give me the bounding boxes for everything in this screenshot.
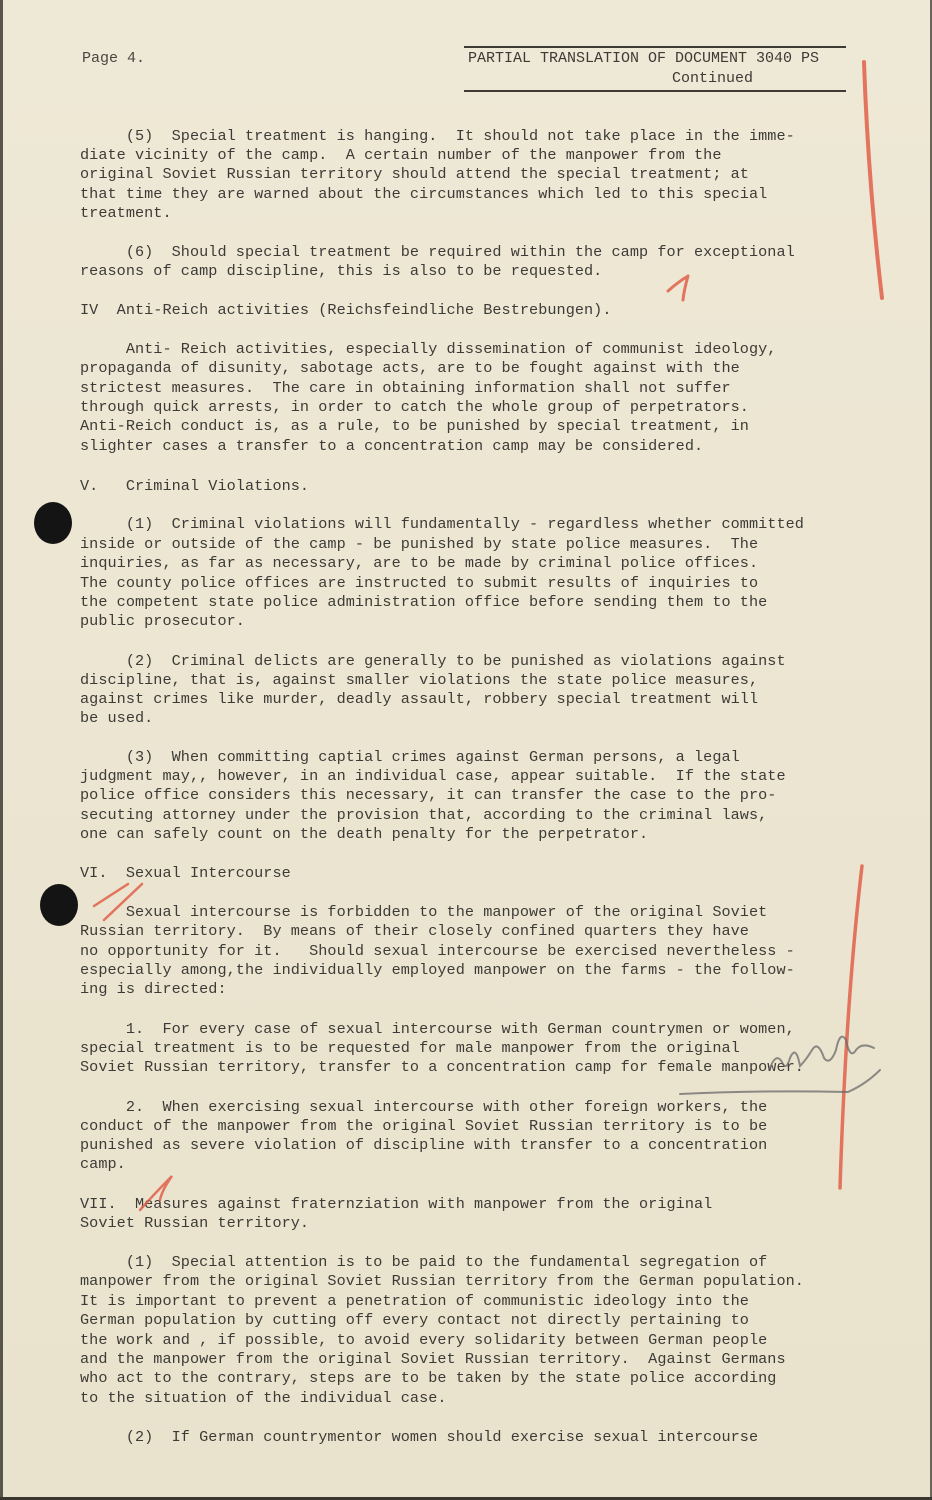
- section-5-p1-line-4: The county police offices are instructed to submit results of inquiries to: [80, 574, 759, 592]
- section-6-item-2-line-2: conduct of the manpower from the original Soviet Russian territory is to be: [80, 1117, 768, 1135]
- section-5-p3-line-1: (3) When committing captial crimes against German persons, a legal: [80, 748, 740, 766]
- section-4-line-3: strictest measures. The care in obtaining information shall not suffer: [80, 379, 731, 397]
- section-5-p3-line-5: one can safely count on the death penalty for the perpetrator.: [80, 825, 649, 843]
- punch-hole-top: [34, 502, 72, 544]
- section-7-p1-line-2: manpower from the original Soviet Russian territory from the German population.: [80, 1272, 804, 1290]
- paragraph-5-line-4: that time they are warned about the circumstances which led to this special: [80, 185, 768, 203]
- section-7-p1-line-3: It is important to prevent a penetration of communistic ideology into the: [80, 1292, 749, 1310]
- section-5-p3-line-3: police office considers this necessary, it can transfer the case to the pro-: [80, 786, 777, 804]
- section-7-p1-line-6: and the manpower from the original Soviet Russian territory. Against Germans: [80, 1350, 786, 1368]
- section-7-p1-line-8: to the situation of the individual case.: [80, 1389, 447, 1407]
- paragraph-5-line-2: diate vicinity of the camp. A certain number of the manpower from the: [80, 146, 722, 164]
- section-5-p2-line-3: against crimes like murder, deadly assault, robbery special treatment will: [80, 690, 759, 708]
- section-7-p2-line-1: (2) If German countrymentor women should exercise sexual intercourse: [80, 1428, 759, 1446]
- section-4-line-5: Anti-Reich conduct is, as a rule, to be punished by special treatment, in: [80, 417, 749, 435]
- section-7-heading-line-1: VII. Measures against fraternziation with manpower from the original: [80, 1195, 713, 1213]
- page-edge-left: [0, 0, 3, 1500]
- section-4-line-1: Anti- Reich activities, especially dissemination of communist ideology,: [80, 340, 777, 358]
- section-4-line-6: slighter cases a transfer to a concentration camp may be considered.: [80, 437, 704, 455]
- section-6-item-1-line-2: special treatment is to be requested for male manpower from the original: [80, 1039, 740, 1057]
- red-margin-line-top: [864, 62, 882, 298]
- section-7-p1-line-5: the work and , if possible, to avoid every solidarity between German people: [80, 1331, 768, 1349]
- section-6-item-2-line-1: 2. When exercising sexual intercourse with other foreign workers, the: [80, 1098, 768, 1116]
- section-6-line-4: especially among,the individually employed manpower on the farms - the follow-: [80, 961, 795, 979]
- section-5-heading: V. Criminal Violations.: [80, 477, 310, 495]
- paragraph-5-line-1: (5) Special treatment is hanging. It should not take place in the imme-: [80, 127, 795, 145]
- red-margin-line-bottom: [840, 866, 862, 1188]
- section-6-line-1: Sexual intercourse is forbidden to the manpower of the original Soviet: [80, 903, 768, 921]
- section-5-p1-line-1: (1) Criminal violations will fundamentally - regardless whether committed: [80, 515, 804, 533]
- section-5-p1-line-5: the competent state police administration office before sending them to the: [80, 593, 768, 611]
- section-7-heading-line-2: Soviet Russian territory.: [80, 1214, 310, 1232]
- section-5-p1-line-2: inside or outside of the camp - be punished by state police measures. The: [80, 535, 759, 553]
- page-number: Page 4.: [82, 50, 146, 67]
- document-subtitle: Continued: [672, 70, 754, 87]
- section-6-item-2-line-4: camp.: [80, 1155, 126, 1173]
- paragraph-5-line-3: original Soviet Russian territory should attend the special treatment; at: [80, 165, 749, 183]
- section-4-heading: IV Anti-Reich activities (Reichsfeindliche Bestrebungen).: [80, 301, 612, 319]
- section-5-p1-line-3: inquiries, as far as necessary, are to be made by criminal police offices.: [80, 554, 759, 572]
- section-4-line-4: through quick arrests, in order to catch the whole group of perpetrators.: [80, 398, 749, 416]
- section-7-p1-line-7: who act to the contrary, steps are to be taken by the state police according: [80, 1369, 777, 1387]
- punch-hole-bottom: [40, 884, 78, 926]
- section-6-item-1-line-1: 1. For every case of sexual intercourse with German countrymen or women,: [80, 1020, 795, 1038]
- document-title: PARTIAL TRANSLATION OF DOCUMENT 3040 PS: [468, 50, 820, 67]
- section-7-p1-line-4: German population by cutting off every contact not directly pertaining to: [80, 1311, 749, 1329]
- section-5-p1-line-6: public prosecutor.: [80, 612, 245, 630]
- section-7-p1-line-1: (1) Special attention is to be paid to the fundamental segregation of: [80, 1253, 768, 1271]
- paragraph-6-line-2: reasons of camp discipline, this is also to be requested.: [80, 262, 603, 280]
- paragraph-5-line-5: treatment.: [80, 204, 172, 222]
- section-5-p3-line-2: judgment may,, however, in an individual case, appear suitable. If the state: [80, 767, 786, 785]
- section-5-p2-line-2: discipline, that is, against smaller violations the state police measures,: [80, 671, 759, 689]
- section-5-p3-line-4: secuting attorney under the provision that, according to the criminal laws,: [80, 806, 768, 824]
- section-5-p2-line-4: be used.: [80, 709, 154, 727]
- section-5-p2-line-1: (2) Criminal delicts are generally to be punished as violations against: [80, 652, 786, 670]
- section-6-heading: VI. Sexual Intercourse: [80, 864, 291, 882]
- section-6-line-2: Russian territory. By means of their closely confined quarters they have: [80, 922, 749, 940]
- section-4-line-2: propaganda of disunity, sabotage acts, are to be fought against with the: [80, 359, 740, 377]
- section-6-item-1-line-3: Soviet Russian territory, transfer to a concentration camp for female manpower.: [80, 1058, 804, 1076]
- section-6-line-3: no opportunity for it. Should sexual intercourse be exercised nevertheless -: [80, 942, 795, 960]
- red-check-mark-1: [668, 276, 688, 300]
- paragraph-6-line-1: (6) Should special treatment be required within the camp for exceptional: [80, 243, 795, 261]
- section-6-line-5: ing is directed:: [80, 980, 227, 998]
- section-6-item-2-line-3: punished as severe violation of discipline with transfer to a concentration: [80, 1136, 768, 1154]
